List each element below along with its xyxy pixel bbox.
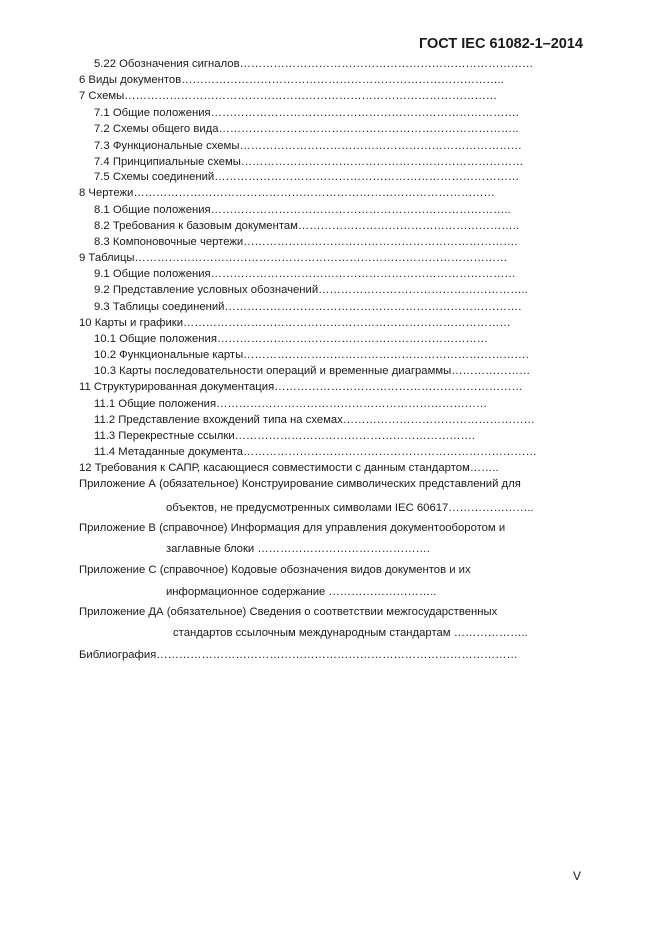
toc-entry[interactable]: 11.1 Общие положения……………………………………………………………… bbox=[94, 398, 488, 410]
toc-entry[interactable]: 5.22 Обозначения сигналов…………………………………………………………………… bbox=[94, 58, 534, 70]
toc-entry[interactable]: 7 Схемы……………………………………………………………………………………… bbox=[79, 90, 498, 102]
toc-entry[interactable]: 8.2 Требования к базовым документам………………………………………………….. bbox=[94, 220, 519, 232]
toc-entry[interactable]: 12 Требования к САПР, касающиеся совместимости с данным стандартом…….. bbox=[79, 462, 499, 474]
toc-entry[interactable]: 10.1 Общие положения……………………………………………………………… bbox=[94, 333, 489, 345]
toc-entry[interactable]: заглавные блоки ………………………………………. bbox=[166, 543, 430, 555]
toc-entry[interactable]: 8 Чертежи…………………………………………………………………………………… bbox=[79, 187, 495, 199]
toc-entry[interactable]: 10 Карты и графики…………………………………………………………………………… bbox=[79, 317, 511, 329]
toc-entry[interactable]: 7.2 Схемы общего вида…………………………………………………………………….. bbox=[94, 123, 519, 135]
toc-entry[interactable]: Библиография…………………………………………………………………………………… bbox=[79, 649, 518, 661]
toc-entry[interactable]: 6 Виды документов………………………………………………………………………….. bbox=[79, 74, 504, 86]
toc-entry[interactable]: 8.3 Компоновочные чертежи………………………………………………………………. bbox=[94, 236, 518, 248]
toc-entry[interactable]: 11.2 Представление вхождений типа на схемах…………………………………………… bbox=[94, 414, 535, 426]
toc-entry[interactable]: 10.3 Карты последовательности операций и временные диаграммы………………… bbox=[94, 365, 531, 377]
toc-entry[interactable]: объектов, не предусмотренных символами IEC 60617………………….. bbox=[166, 502, 534, 514]
toc-entry[interactable]: 9.3 Таблицы соединений……………………………………………………………………. bbox=[94, 301, 522, 313]
toc-entry[interactable]: 11.3 Перекрестные ссылки………………………………………………………. bbox=[94, 430, 475, 442]
toc-entry[interactable]: Приложение В (справочное) Информация для управления документооборотом и bbox=[79, 522, 506, 534]
toc-entry[interactable]: Приложение ДА (обязательное) Сведения о соответствии межгосударственных bbox=[79, 606, 498, 618]
toc-entry[interactable]: 8.1 Общие положения…………………………………………………………………….. bbox=[94, 204, 511, 216]
document-title: ГОСТ IEC 61082-1–2014 bbox=[418, 36, 583, 52]
toc-entry[interactable]: 7.5 Схемы соединений……………………………………………………………………… bbox=[94, 171, 520, 183]
toc-entry[interactable]: стандартов ссылочным международным стандартам ……………….. bbox=[173, 627, 528, 639]
toc-entry[interactable]: информационное содержание ……………………….. bbox=[166, 586, 437, 598]
toc-entry[interactable]: 9.2 Представление условных обозначений……………………………………………….. bbox=[94, 284, 528, 296]
toc-entry[interactable]: 11.4 Метаданные документа…………………………………………………………………… bbox=[94, 446, 537, 458]
toc-entry[interactable]: Приложение С (справочное) Кодовые обозначения видов документов и их bbox=[79, 564, 471, 576]
toc-entry[interactable]: 7.3 Функциональные схемы………………………………………………………………… bbox=[94, 140, 522, 152]
toc-entry[interactable]: 11 Структурированная документация………………………………………………………… bbox=[79, 381, 523, 393]
toc-entry[interactable]: 10.2 Функциональные карты…………………………………………………………………. bbox=[94, 349, 529, 361]
toc-entry[interactable]: Приложение А (обязательное) Конструирование символических представлений для bbox=[79, 478, 521, 490]
toc-entry[interactable]: 9 Таблицы……………………………………………………………………………………… bbox=[79, 252, 508, 264]
toc-entry[interactable]: 7.1 Общие положения………………………………………………………………………. bbox=[94, 107, 519, 119]
toc-entry[interactable]: 7.4 Принципиальные схемы………………………………………………………………… bbox=[94, 156, 524, 168]
toc-entry[interactable]: 9.1 Общие положения……………………………………………………………………… bbox=[94, 268, 516, 280]
page-number: V bbox=[572, 869, 581, 883]
